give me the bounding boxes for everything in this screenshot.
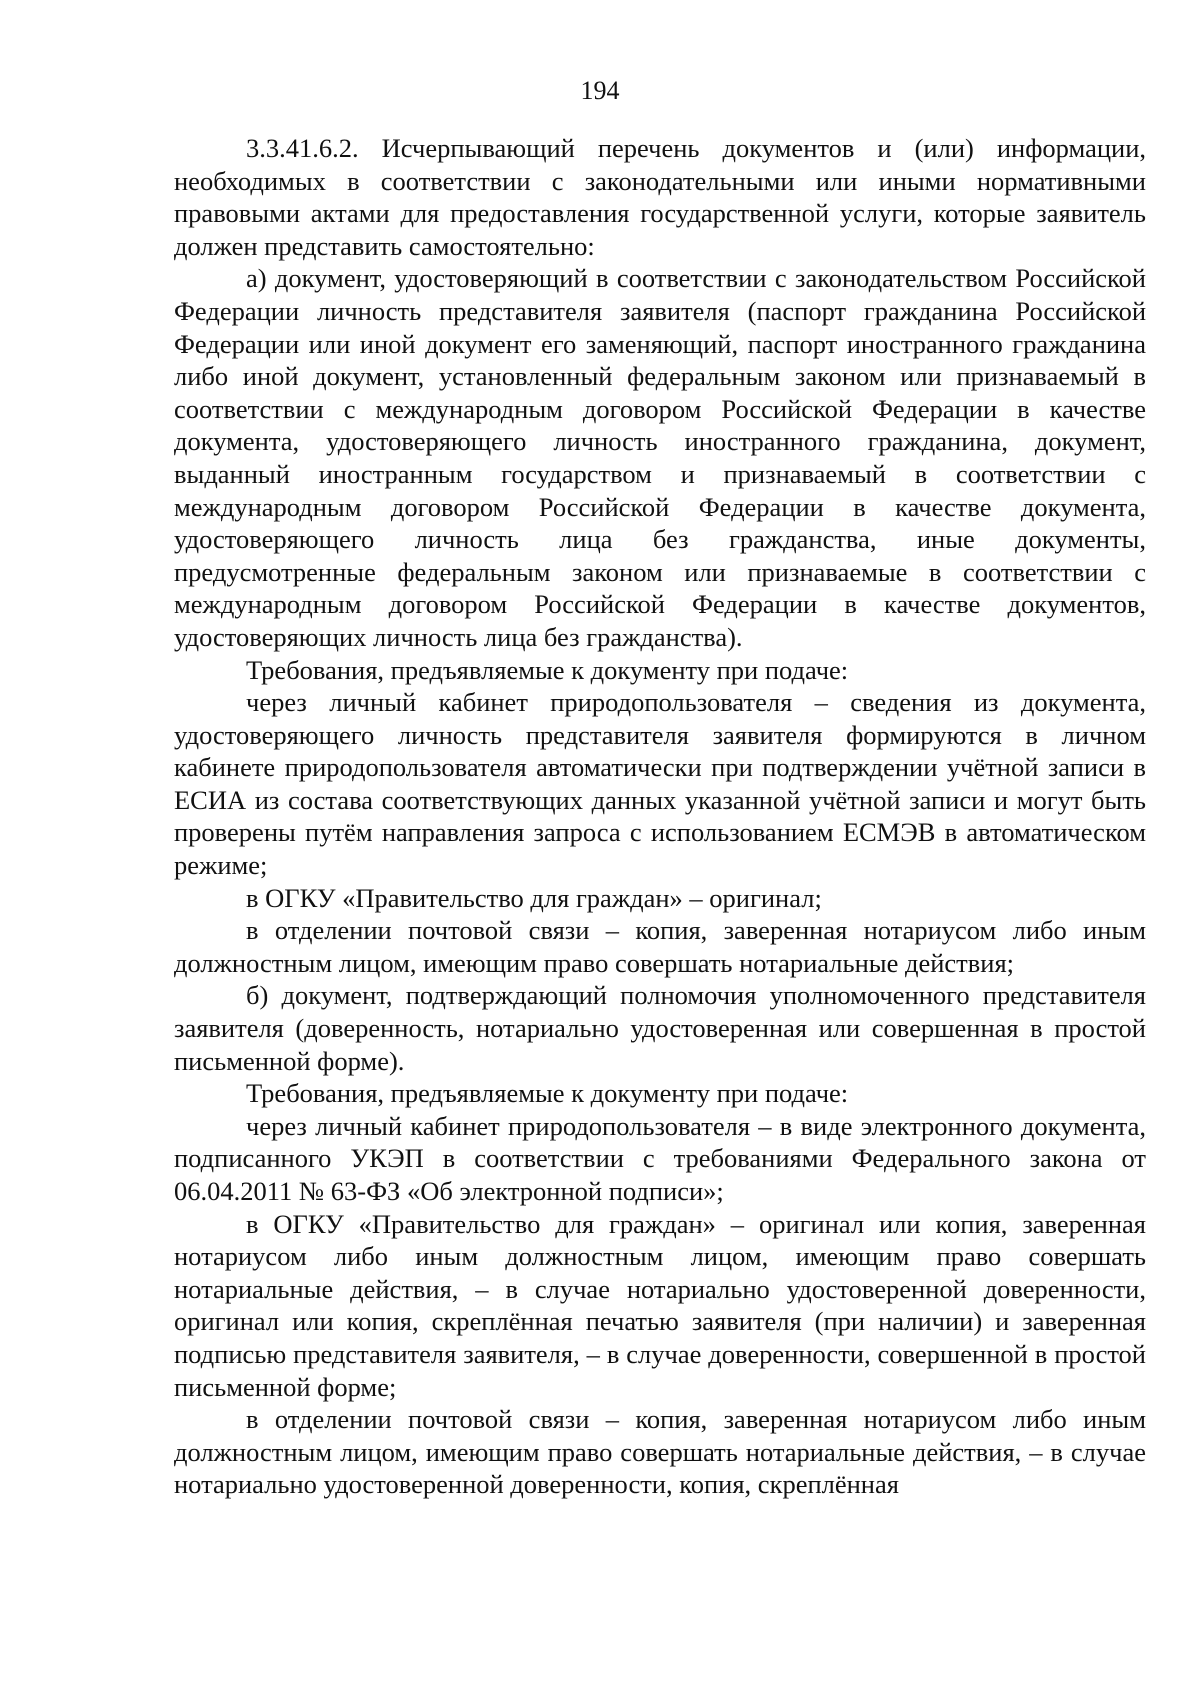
paragraph-requirements-heading: Требования, предъявляемые к документу при подаче: — [246, 654, 849, 685]
paragraph-personal-cabinet-2: через личный кабинет природопользователя – в виде электронного документа, подписанного УКЭП в соответствии с требованиями Федерального закона от 06.04.2011 № 63-ФЗ «Об электронной подписи»; — [174, 1110, 1146, 1206]
paragraph-post-office: в отделении почтовой связи – копия, заверенная нотариусом либо иным должностным лицом, имеющим право совершать нотариальные действия; — [174, 915, 1146, 978]
paragraph-item-b: б) документ, подтверждающий полномочия уполномоченного представителя заявителя (доверенность, нотариально удостоверенная или совершенная в простой письменной форме). — [174, 980, 1146, 1076]
page-number: 194 — [580, 76, 620, 105]
paragraph-ogku-original: в ОГКУ «Правительство для граждан» – оригинал; — [246, 882, 822, 913]
paragraph-post-office-2: в отделении почтовой связи – копия, заверенная нотариусом либо иным должностным лицом, имеющим право совершать нотариальные действия, – в случае нотариально удостоверенной доверенности, копия, скреплённая — [174, 1404, 1146, 1500]
paragraph-personal-cabinet: через личный кабинет природопользователя – сведения из документа, удостоверяющего личность представителя заявителя формируются в личном кабинете природопользователя автоматически при подтверждении учётной записи в ЕСИА из состава соответствующих данных указанной учётной записи и могут быть проверены путём направления запроса с использованием ЕСМЭВ в автоматическом режиме; — [174, 687, 1146, 881]
paragraph-ogku-copy: в ОГКУ «Правительство для граждан» – оригинал или копия, заверенная нотариусом либо иным должностным лицом, имеющим право совершать нотариальные действия, – в случае нотариально удостоверенной доверенности, оригинал или копия, скреплённая печатью заявителя (при наличии) и заверенная подписью представителя заявителя, – в случае доверенности, совершенной в простой письменной форме; — [174, 1208, 1146, 1402]
paragraph-3-3-41-6-2: 3.3.41.6.2. Исчерпывающий перечень документов и (или) информации, необходимых в соответствии с законодательными или иными нормативными правовыми актами для предоставления государственной услуги, которые заявитель должен представить самостоятельно: — [174, 133, 1146, 261]
paragraph-item-a: а) документ, удостоверяющий в соответствии с законодательством Российской Федерации личность представителя заявителя (паспорт гражданина Российской Федерации или иной документ его заменяющий, паспорт иностранного гражданина либо иной документ, установленный федеральным законом или признаваемый в соответствии с международным договором Российской Федерации в качестве документа, удостоверяющего личность иностранного гражданина, документ, выданный иностранным государством и признаваемый в соответствии с международным договором Российской Федерации в качестве документа, удостоверяющего личность лица без гражданства, иные документы, предусмотренные федеральным законом или признаваемые в соответствии с международным договором Российской Федерации в качестве документов, удостоверяющих личность лица без гражданства). — [174, 263, 1146, 652]
document-body — [174, 132, 1146, 1501]
paragraph-requirements-heading-2: Требования, предъявляемые к документу при подаче: — [246, 1078, 849, 1109]
